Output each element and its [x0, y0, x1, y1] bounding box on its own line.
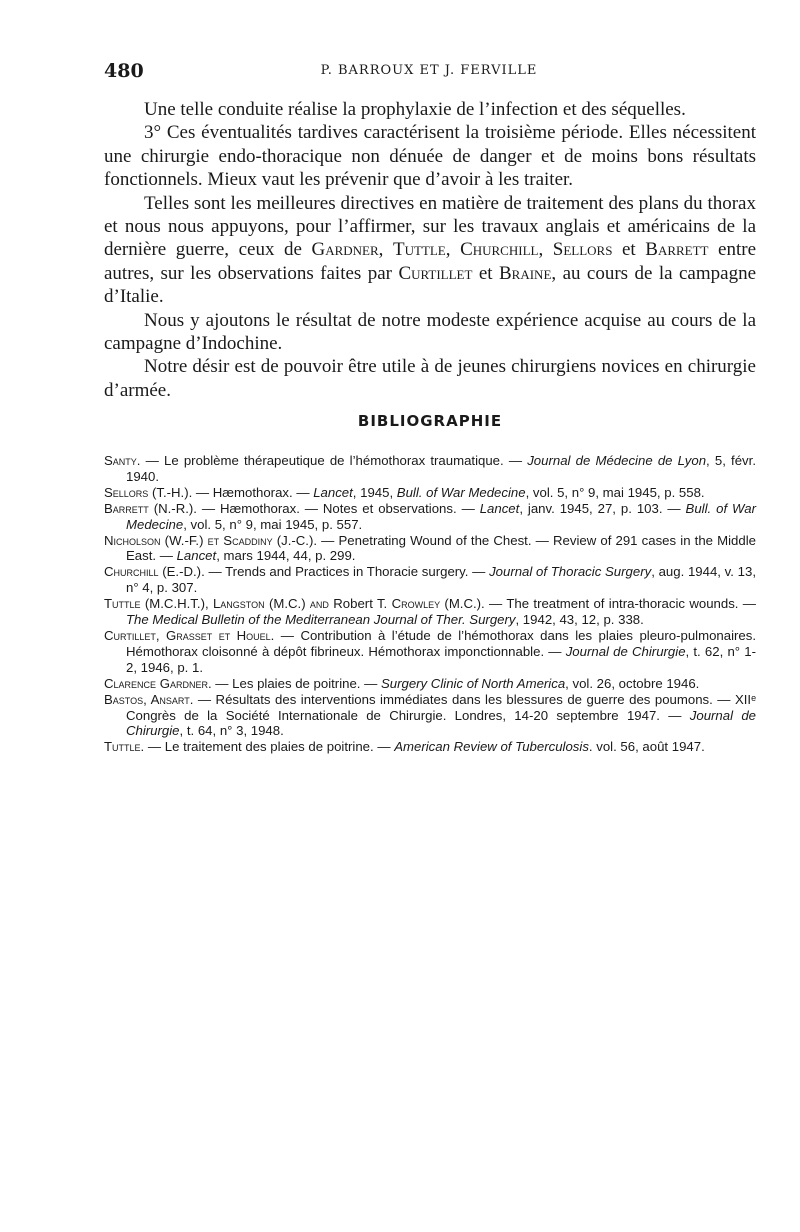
entry-journal: Journal de Chirurgie: [126, 707, 756, 739]
entry-text: — The treatment of intra-thoracic wounds. —: [484, 596, 756, 612]
entry-rest: , t. 64, n° 3, 1948.: [179, 723, 284, 739]
running-head: P. BARROUX ET J. FERVILLE: [320, 63, 538, 78]
entry-rest: , aug. 1944, v. 13, n° 4, p. 307.: [126, 564, 756, 596]
entry-author: Tuttle (M.C.H.T.), Langston (M.C.) and: [104, 596, 329, 612]
bibliography-entry: [104, 676, 756, 692]
entry-author: Curtillet, Grasset et Houel.: [104, 627, 275, 643]
entry-journal: Journal of Thoracic Surgery: [489, 564, 652, 580]
bibliography-entry: [104, 501, 756, 533]
conjunction: et: [612, 239, 646, 261]
entry-text: Robert T.: [328, 596, 392, 612]
bibliography-entry: [104, 485, 756, 501]
entry-rest: , vol. 26, octobre 1946.: [565, 675, 700, 691]
entry-rest: , 1942, 43, 12, p. 338.: [515, 612, 644, 628]
entry-author: Sellors (T.-H.).: [104, 484, 193, 500]
entry-author: Churchill (E.-D.).: [104, 564, 205, 580]
entry-text: — Hæmothorax. — Notes et observations. —: [196, 500, 480, 516]
entry-rest: , mars 1944, 44, p. 299.: [216, 548, 356, 564]
bibliography-list: [104, 453, 756, 755]
entry-journal: American Review of Tuberculosis: [394, 739, 589, 755]
entry-author: Nicholson (W.-F.) et Scaddiny (J.-C.).: [104, 532, 318, 548]
paragraph: Nous y ajoutons le résultat de notre modeste expérience acquise au cours de la campagne d’Indochine.: [104, 309, 756, 355]
paragraph-text: entre autres, sur les observations faites par: [104, 239, 757, 284]
author-name: Sellors: [552, 239, 613, 261]
entry-author: Clarence Gardner.: [104, 675, 212, 691]
entry-text: — Penetrating Wound of the Chest. — Review of 291 cases in the Middle East. —: [126, 532, 756, 564]
entry-journal: Lancet: [313, 484, 353, 500]
body-text: [104, 98, 756, 402]
bibliography-entry: [104, 533, 756, 565]
punct: ,: [538, 239, 553, 261]
entry-rest: , vol. 5, n° 9, mai 1945, p. 557.: [183, 516, 363, 532]
entry-rest: , t. 62, n° 1-2, 1946, p. 1.: [126, 643, 756, 675]
entry-journal: Lancet: [176, 548, 217, 564]
author-name: Churchill: [460, 239, 539, 261]
entry-rest: , 5, févr. 1940.: [126, 453, 756, 484]
bibliography-entry: [104, 564, 756, 596]
entry-rest: , vol. 5, n° 9, mai 1945, p. 558.: [525, 484, 705, 500]
paragraph-text: , au cours de la campagne d’Italie.: [104, 262, 756, 308]
paragraph: 3° Ces éventualités tardives caractérisent la troisième période. Elles nécessitent une chirurgie endo-thoracique non dénuée de danger et de moins bons résultats fonctionnels. Mieux vaut les prévenir que d’avoir à les traiter.: [104, 122, 756, 191]
entry-text: — Hæmothorax. —: [192, 484, 314, 500]
entry-author: Tuttle.: [104, 739, 145, 755]
paragraph: Une telle conduite réalise la prophylaxie de l’infection et des séquelles.: [144, 99, 686, 120]
entry-rest: , 1945,: [352, 484, 397, 500]
bibliography-entry: [104, 692, 756, 740]
bibliography-entry: [104, 453, 756, 485]
entry-text: — Contribution à l’étude de l’hémothorax dans les plaies pleuro-pulmonaires. Hémothorax cloisonné à dépôt fibrineux. Hémothorax imponctionnable. —: [126, 627, 756, 659]
entry-author: Bastos, Ansart.: [104, 691, 194, 707]
entry-journal: Bull. of War Medecine: [126, 500, 756, 532]
paragraph: Notre désir est de pouvoir être utile à de jeunes chirurgiens novices en chirurgie d’armée.: [104, 356, 756, 401]
entry-journal: Bull. of War Medecine: [396, 484, 526, 500]
entry-text: — Le traitement des plaies de poitrine. —: [144, 739, 395, 755]
entry-author: Crowley (M.C.).: [391, 596, 485, 612]
author-name: Barrett: [645, 239, 709, 261]
entry-text: — Le problème thérapeutique de l’hémothorax traumatique. —: [140, 453, 528, 468]
entry-rest: , janv. 1945, 27, p. 103. —: [519, 500, 686, 516]
paragraph-text: Telles sont les meilleures directives en matière de traitement des plans du thorax et nous nous appuyons, pour l’affirmer, sur les travaux anglais et américains de la dernière guerre, ceux de: [104, 192, 756, 261]
entry-text: — Trends and Practices in Thoracie surgery. —: [204, 564, 490, 580]
punct: ,: [378, 239, 393, 261]
bibliography-heading: BIBLIOGRAPHIE: [357, 412, 503, 430]
entry-author: Barrett (N.-R.).: [104, 500, 197, 516]
page-number: 480: [104, 60, 144, 82]
entry-journal: Journal de Médecine de Lyon: [527, 453, 707, 468]
entry-text: — Résultats des interventions immédiates dans les blessures de guerre des poumons. — XIIᵉ Congrès de la Société Internationale de Chirurgie. Londres, 14-20 septembre 1947. —: [126, 691, 756, 723]
bibliography-entry: [104, 596, 756, 628]
page-header: [104, 60, 754, 84]
entry-journal: Journal de Chirurgie: [565, 643, 686, 659]
conjunction: et: [472, 262, 499, 284]
entry-journal: Lancet: [479, 500, 520, 516]
author-name: Braine: [499, 262, 552, 284]
entry-text: — Les plaies de poitrine. —: [211, 675, 381, 691]
entry-journal: The Medical Bulletin of the Mediterranean Journal of Ther. Surgery: [126, 612, 516, 628]
punct: ,: [445, 239, 461, 261]
author-name: Gardner: [311, 239, 379, 261]
entry-rest: . vol. 56, août 1947.: [588, 739, 705, 755]
author-name: Curtillet: [398, 262, 473, 284]
entry-author: Santy.: [104, 453, 141, 468]
entry-journal: Surgery Clinic of North America: [380, 675, 566, 691]
bibliography-entry: [104, 628, 756, 676]
paragraph: [104, 192, 756, 309]
author-name: Tuttle: [392, 239, 446, 261]
bibliography-entry: [104, 739, 756, 755]
